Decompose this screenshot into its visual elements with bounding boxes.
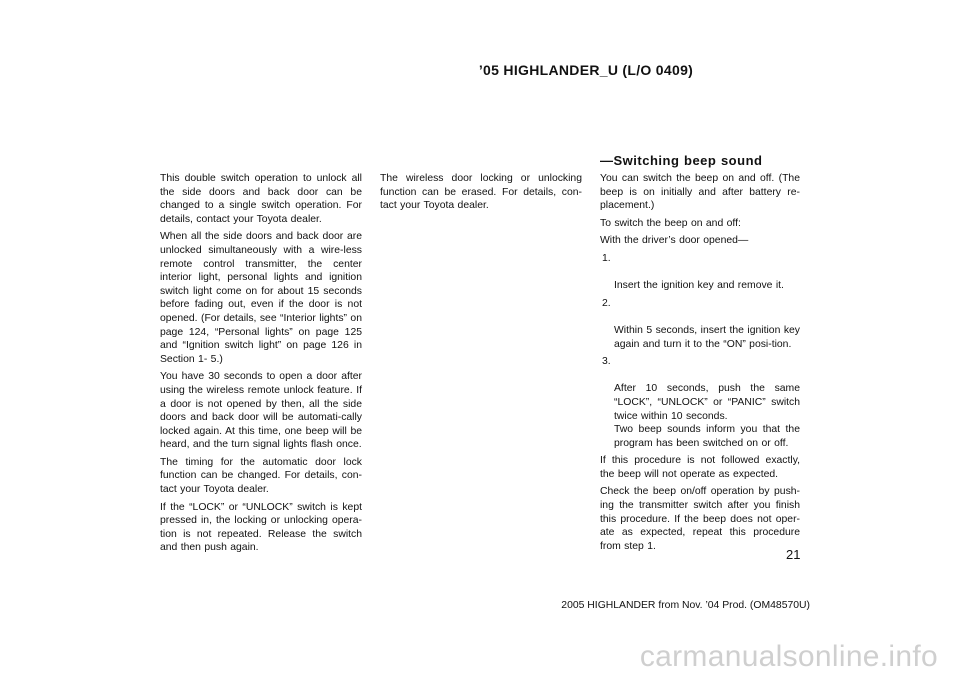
- list-item: [600, 355, 800, 450]
- paragraph: This double switch operation to unlock all the side doors and back door can be changed to a single switch operation. For details, contact your Toyota dealer.: [160, 173, 362, 225]
- paragraph: You have 30 seconds to open a door after using the wireless remote unlock feature. If a door is not opened by then, all the side doors and back door will be automati-cally locked again. At this time, one beep will be heard, and the turn signal lights flash once.: [160, 371, 362, 451]
- text-column-right: [600, 153, 800, 557]
- paragraph: You can switch the beep on and off. (The beep is on initially and after battery re-placement.): [600, 173, 800, 212]
- paragraph: If the “LOCK” or “UNLOCK” switch is kept pressed in, the locking or unlocking opera-tion is not repeated. Release the switch and then push again.: [160, 501, 362, 554]
- step-text: Insert the ignition key and remove it.: [614, 280, 784, 292]
- text-column-middle: [380, 172, 582, 217]
- step-text: After 10 seconds, push the same “LOCK”, “UNLOCK” or “PANIC” switch twice within 10 seconds. Two beep sounds inform you that the program has been switched on or off.: [614, 383, 800, 449]
- steps-list: [600, 252, 800, 450]
- paragraph: Check the beep on/off operation by push-ing the transmitter switch after you finish this procedure. If the beep does not oper-ate as expected, repeat this procedure from step 1.: [600, 486, 800, 552]
- step-number: 1.: [602, 252, 611, 264]
- step-number: 2.: [602, 297, 611, 309]
- page-number: 21: [786, 547, 801, 562]
- paragraph: With the driver’s door opened—: [600, 235, 749, 247]
- list-item: [600, 252, 800, 293]
- watermark: carmanualsonline.info: [639, 640, 938, 673]
- paragraph: To switch the beep on and off:: [600, 217, 741, 229]
- paragraph: The timing for the automatic door lock function can be changed. For details, con-tact your Toyota dealer.: [160, 456, 362, 496]
- paragraph: The wireless door locking or unlocking function can be erased. For details, con-tact your Toyota dealer.: [380, 173, 582, 212]
- paragraph: When all the side doors and back door are unlocked simultaneously with a wire-less remote control transmitter, the center interior light, personal lights and ignition switch light come on for about 15 seconds before fading out, even if the door is not opened. (For details, see “Interior lights” on page 124, “Personal lights” on page 125 and “Ignition switch light” on page 126 in Section 1- 5.): [160, 231, 362, 365]
- section-heading: —Switching beep sound: [600, 153, 763, 168]
- document-header-title: ’05 HIGHLANDER_U (L/O 0409): [478, 62, 694, 78]
- footer-note: 2005 HIGHLANDER from Nov. ’04 Prod. (OM48570U): [561, 600, 810, 611]
- step-number: 3.: [602, 356, 611, 368]
- paragraph: If this procedure is not followed exactly, the beep will not operate as expected.: [600, 455, 800, 480]
- step-text: Within 5 seconds, insert the ignition key again and turn it to the “ON” posi-tion.: [614, 324, 800, 350]
- list-item: [600, 297, 800, 351]
- text-column-left: [160, 172, 362, 559]
